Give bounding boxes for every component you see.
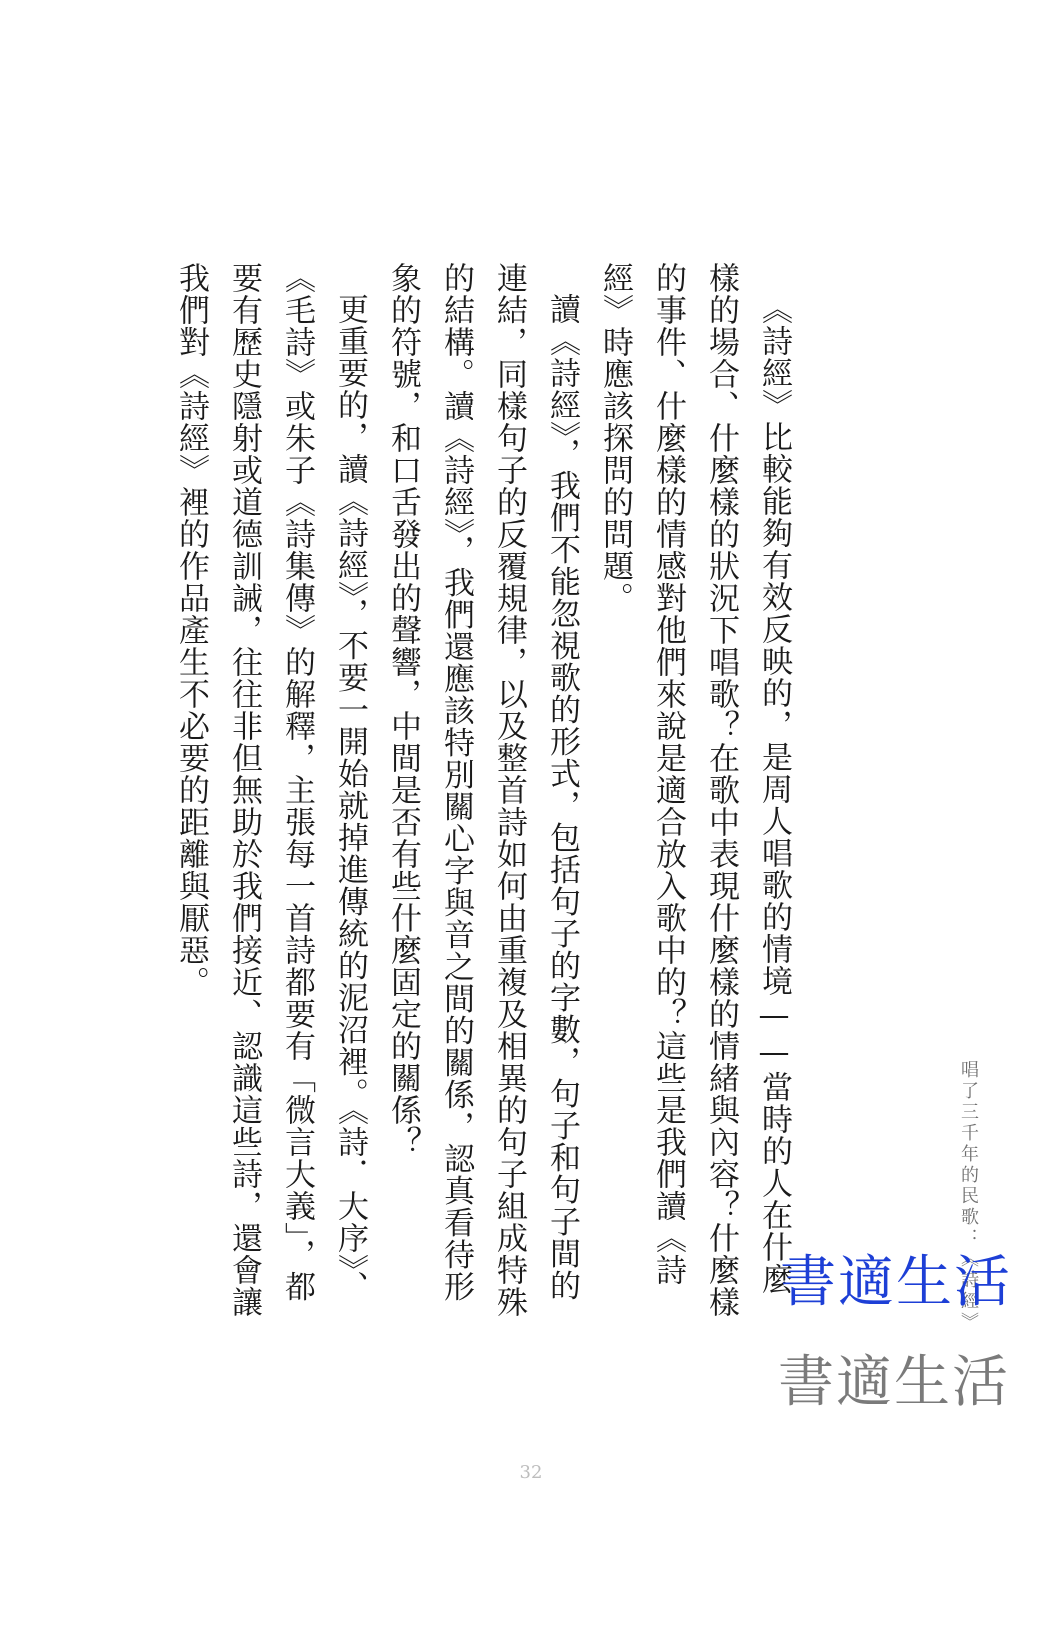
page-number: 32 bbox=[519, 1462, 543, 1483]
body-text bbox=[173, 262, 800, 1322]
paragraph-2: 讀《詩經》，我們不能忽視歌的形式，包括句子的字數，句子和句子間的連結，同樣句子的反覆規律，以及整首詩如何由重複及相異的句子組成特殊的結構。讀《詩經》，我們還應該特別關心字與音之間的關係，認真看待形象的符號，和口舌發出的聲響，中間是否有些什麼固定的關係？ bbox=[385, 262, 580, 1318]
watermark-secondary: 書適生活 bbox=[778, 1350, 1010, 1415]
running-head: 唱了三千年的民歌：《詩經》 bbox=[958, 1060, 979, 1333]
watermark-primary: 書適生活 bbox=[780, 1250, 1012, 1315]
paragraph-1: 《詩經》比較能夠有效反映的，是周人唱歌的情境——當時的人在什麼樣的場合、什麼樣的狀況下唱歌？在歌中表現什麼樣的情緒與內容？什麼樣的事件、什麼樣的情感對他們來說是適合放入歌中的？這些是我們讀《詩經》時應該探問的問題。 bbox=[597, 262, 792, 1318]
paragraph-3: 更重要的，讀《詩經》，不要一開始就掉進傳統的泥沼裡。《詩．大序》、《毛詩》或朱子《詩集傳》的解釋，主張每一首詩都要有「微言大義」，都要有歷史隱射或道德訓誡，往往非但無助於我們接近、認識這些詩，還會讓我們對《詩經》裡的作品產生不必要的距離與厭惡。 bbox=[173, 262, 368, 1318]
